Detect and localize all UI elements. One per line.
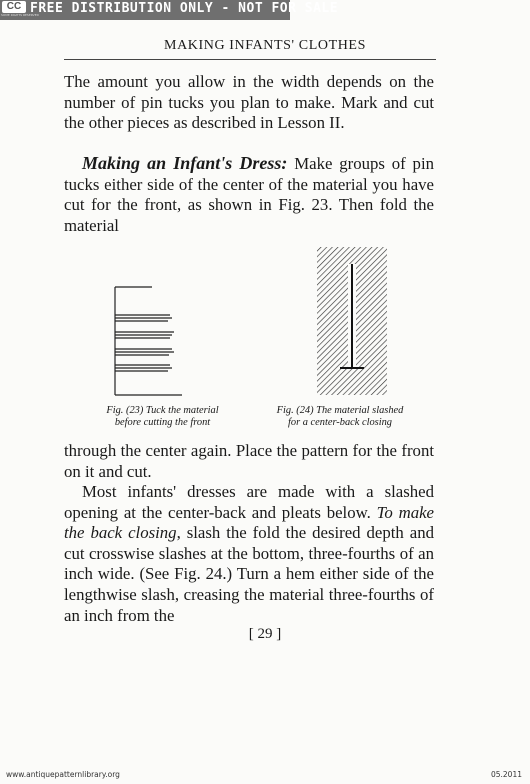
page-number: [ 29 ] — [248, 626, 282, 642]
footer-url: www.antiquepatternlibrary.org — [6, 770, 120, 779]
paragraph-back-closing-intro: Most infants' dresses are made with a slashed opening at the center-back and pleats below. — [64, 482, 434, 522]
figure-23-caption-line2: before cutting the front — [114, 416, 211, 428]
back-closing-emphasis: To make the back closing — [64, 502, 434, 543]
paragraph-back-closing — [64, 482, 434, 626]
figure-24-slashed-material — [316, 246, 388, 396]
figure-23-caption-line1: Fig. (23) Tuck the material — [106, 405, 219, 416]
paragraph-fold-and-cut: through the center again. Place the pattern for the front on it and cut. — [64, 441, 434, 481]
cc-logo-icon: CC — [2, 1, 26, 13]
paragraph-back-closing-text: , slash the fold the desired depth and cut crosswise slashes at the bottom, three-fourths of an inch wide. (See Fig. 24.) Turn a hem either side of the lengthwise slash, creasing the material three-fourths of an inch from the — [64, 523, 434, 625]
license-text: FREE DISTRIBUTION ONLY - NOT FOR SALE — [30, 1, 339, 16]
figure-23-tucked-material — [112, 285, 184, 397]
figure-24-caption-line2: for a center-back closing — [288, 416, 392, 428]
license-subtext: SOME RIGHTS RESERVED — [1, 13, 39, 17]
footer-date: 05.2011 — [490, 770, 522, 779]
paragraph-width-allowance: The amount you allow in the width depends on the number of pin tucks you plan to make. Mark and cut the other pieces as described in Lesson II. — [64, 72, 434, 133]
paragraph-infant-dress — [64, 153, 434, 236]
paragraph-infant-dress-text: Make groups of pin tucks either side of the center of the material you have cut for the front, as shown in Fig. 23. Then fold the material — [64, 154, 434, 235]
section-heading: Making an Infant's Dress: — [82, 153, 288, 173]
header-rule — [64, 59, 436, 60]
license-banner — [0, 0, 339, 20]
figure-23-caption — [70, 405, 255, 428]
figure-24-caption-line1: Fig. (24) The material slashed — [276, 405, 404, 416]
figure-24-caption — [246, 405, 434, 428]
running-head: MAKING INFANTS' CLOTHES — [164, 38, 366, 53]
